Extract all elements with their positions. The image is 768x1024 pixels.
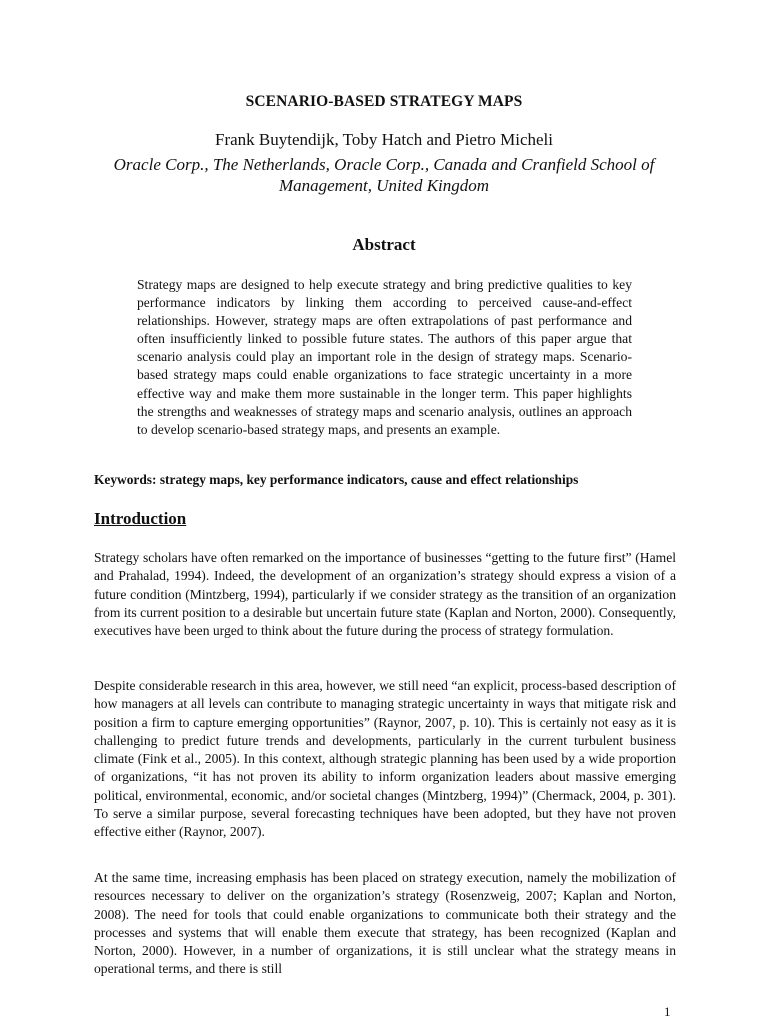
- author-list: Frank Buytendijk, Toby Hatch and Pietro Micheli: [215, 130, 553, 149]
- intro-paragraph-3: At the same time, increasing emphasis has been placed on strategy execution, namely the mobilization of resources necessary to deliver on the organization’s strategy (Rosenzweig, 2007; Kaplan and Norton, 2008). The need for tools that could enable organizations to communicate both their strategy and the processes and systems that will enable them execute that strategy, has been recognized (Kaplan and Norton, 2000). However, in a number of organizations, it is still unclear what the strategy means in operational terms, and there is still: [94, 870, 676, 977]
- affiliations: Oracle Corp., The Netherlands, Oracle Corp., Canada and Cranfield School of Management, United Kingdom: [113, 155, 655, 195]
- abstract-body: Strategy maps are designed to help execute strategy and bring predictive qualities to key performance indicators by linking them according to perceived cause-and-effect relationships. However, strategy maps are often extrapolations of past performance and often insufficiently linked to possible future states. The authors of this paper argue that scenario analysis could play an important role in the design of strategy maps. Scenario-based strategy maps could enable organizations to face strategic uncertainty in a more effective way and make them more sustainable in the longer term. This paper highlights the strengths and weaknesses of strategy maps and scenario analysis, outlines an approach to develop scenario-based strategy maps, and presents an example.: [137, 277, 632, 437]
- introduction-heading: Introduction: [94, 509, 187, 528]
- page-number: 1: [664, 1004, 671, 1019]
- intro-paragraph-1: Strategy scholars have often remarked on the importance of businesses “getting to the future first” (Hamel and Prahalad, 1994). Indeed, the development of an organization’s strategy should express a vision of a future condition (Mintzberg, 1994), particularly if we consider strategy as the transition of an organization from its current position to a desirable but uncertain future state (Kaplan and Norton, 2000). Consequently, executives have been urged to think about the future during the process of strategy formulation.: [94, 550, 676, 639]
- keywords-line: Keywords: strategy maps, key performance indicators, cause and effect relationships: [94, 472, 579, 487]
- paper-title: SCENARIO-BASED STRATEGY MAPS: [245, 93, 523, 110]
- abstract-heading: Abstract: [352, 235, 416, 254]
- intro-paragraph-2: Despite considerable research in this area, however, we still need “an explicit, process-based description of how managers at all levels can contribute to managing strategic uncertainty in ways that mitigate risk and position a firm to capture emerging opportunities” (Raynor, 2007, p. 10). This is certainly not easy as it is challenging to predict future trends and developments, particularly in the current turbulent business climate (Fink et al., 2005). In this context, although strategic planning has been used by a wide proportion of organizations, “it has not proven its ability to inform organization leaders about massive emerging political, environmental, economic, and/or societal changes (Mintzberg, 1994)” (Chermack, 2004, p. 301). To serve a similar purpose, several forecasting techniques have been adopted, but they have not proven effective either (Raynor, 2007).: [94, 678, 676, 840]
